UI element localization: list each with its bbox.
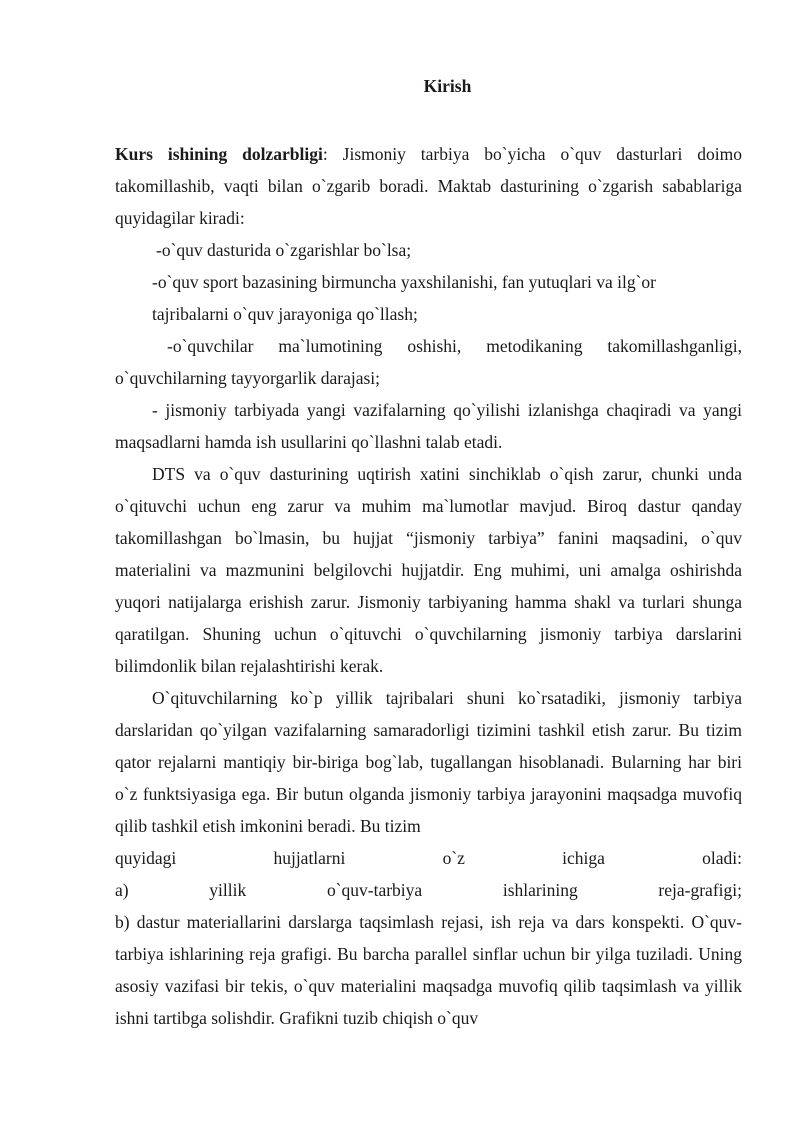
list-item-continuation: tajribalarni o`quv jarayoniga qo`llash; [152, 304, 418, 324]
word: quyidagi [115, 848, 177, 868]
intro-paragraph [115, 138, 742, 234]
list-item: -o`quv sport bazasining birmuncha yaxshilanishi, fan yutuqlari va ilg`or [152, 272, 656, 292]
word: oladi: [702, 848, 742, 868]
word: o`quv-tarbiya [326, 880, 423, 900]
word: yillik [209, 880, 247, 900]
document-body [115, 138, 742, 1034]
paragraph-line-documents [115, 842, 742, 874]
word: a) [115, 880, 129, 900]
word: hujjatlarni [273, 848, 346, 868]
intro-heading: Kurs ishining dolzarbligi [115, 144, 323, 164]
word: o`z [442, 848, 465, 868]
list-item-b: b) dastur materiallarini darslarga taqsimlash rejasi, ish reja va dars konspekti. O`quv-tarbiya ishlarining reja grafigi. Bu barcha parallel sinflar uchun bir yilga tuziladi. Uning asosiy vazifasi bir tekis, o`quv materialini maqsadga muvofiq qilib taqsimlash va yillik ishni tartibga solishdir. Grafikni tuzib chiqish o`quv [115, 912, 742, 1028]
page-title: Kirish [423, 76, 472, 96]
intro-text: : Jismoniy tarbiya bo`yicha o`quv dasturlari doimo takomillashib, vaqti bilan o`zgarib boradi. Maktab dasturining o`zgarish sabablariga quyidagilar kiradi: [115, 144, 742, 228]
word: ichiga [562, 848, 605, 868]
paragraph-experience: O`qituvchilarning ko`p yillik tajribalari shuni ko`rsatadiki, jismoniy tarbiya darslaridan qo`yilgan vazifalarning samaradorligi tizimini tashkil etish zarur. Bu tizim qator rejalarni mantiqiy bir-biriga bog`lab, tugallangan hisoblanadi. Bularning har biri o`z funktsiyasiga ega. Bir butun olganda jismoniy tarbiya jarayonini maqsadga muvofiq qilib tashkil etish imkonini beradi. Bu tizim [115, 688, 742, 836]
list-item-a [115, 874, 742, 906]
list-item: - jismoniy tarbiyada yangi vazifalarning qo`yilishi izlanishga chaqiradi va yangi maqsadlarni hamda ish usullarini qo`llashni talab etadi. [115, 400, 742, 452]
word: ishlarining [502, 880, 578, 900]
word: reja-grafigi; [658, 880, 742, 900]
list-item: -o`quv dasturida o`zgarishlar bo`lsa; [156, 240, 412, 260]
paragraph-dts: DTS va o`quv dasturining uqtirish xatini sinchiklab o`qish zarur, chunki unda o`qituvchi uchun eng zarur va muhim ma`lumotlar mavjud. Biroq dastur qanday takomillashgan bo`lmasin, bu hujjat “jismoniy tarbiya” fanini maqsadini, o`quv materialini va mazmunini belgilovchi hujjatdir. Eng muhimi, uni amalga oshirishda yuqori natijalarga erishish zarur. Jismoniy tarbiyaning hamma shakl va turlari shunga qaratilgan. Shuning uchun o`qituvchi o`quvchilarning jismoniy tarbiya darslarini bilimdonlik bilan rejalashtirishi kerak. [115, 464, 742, 676]
list-item: -o`quvchilar ma`lumotining oshishi, metodikaning takomillashganligi, o`quvchilarning tayyorgarlik darajasi; [115, 336, 742, 388]
